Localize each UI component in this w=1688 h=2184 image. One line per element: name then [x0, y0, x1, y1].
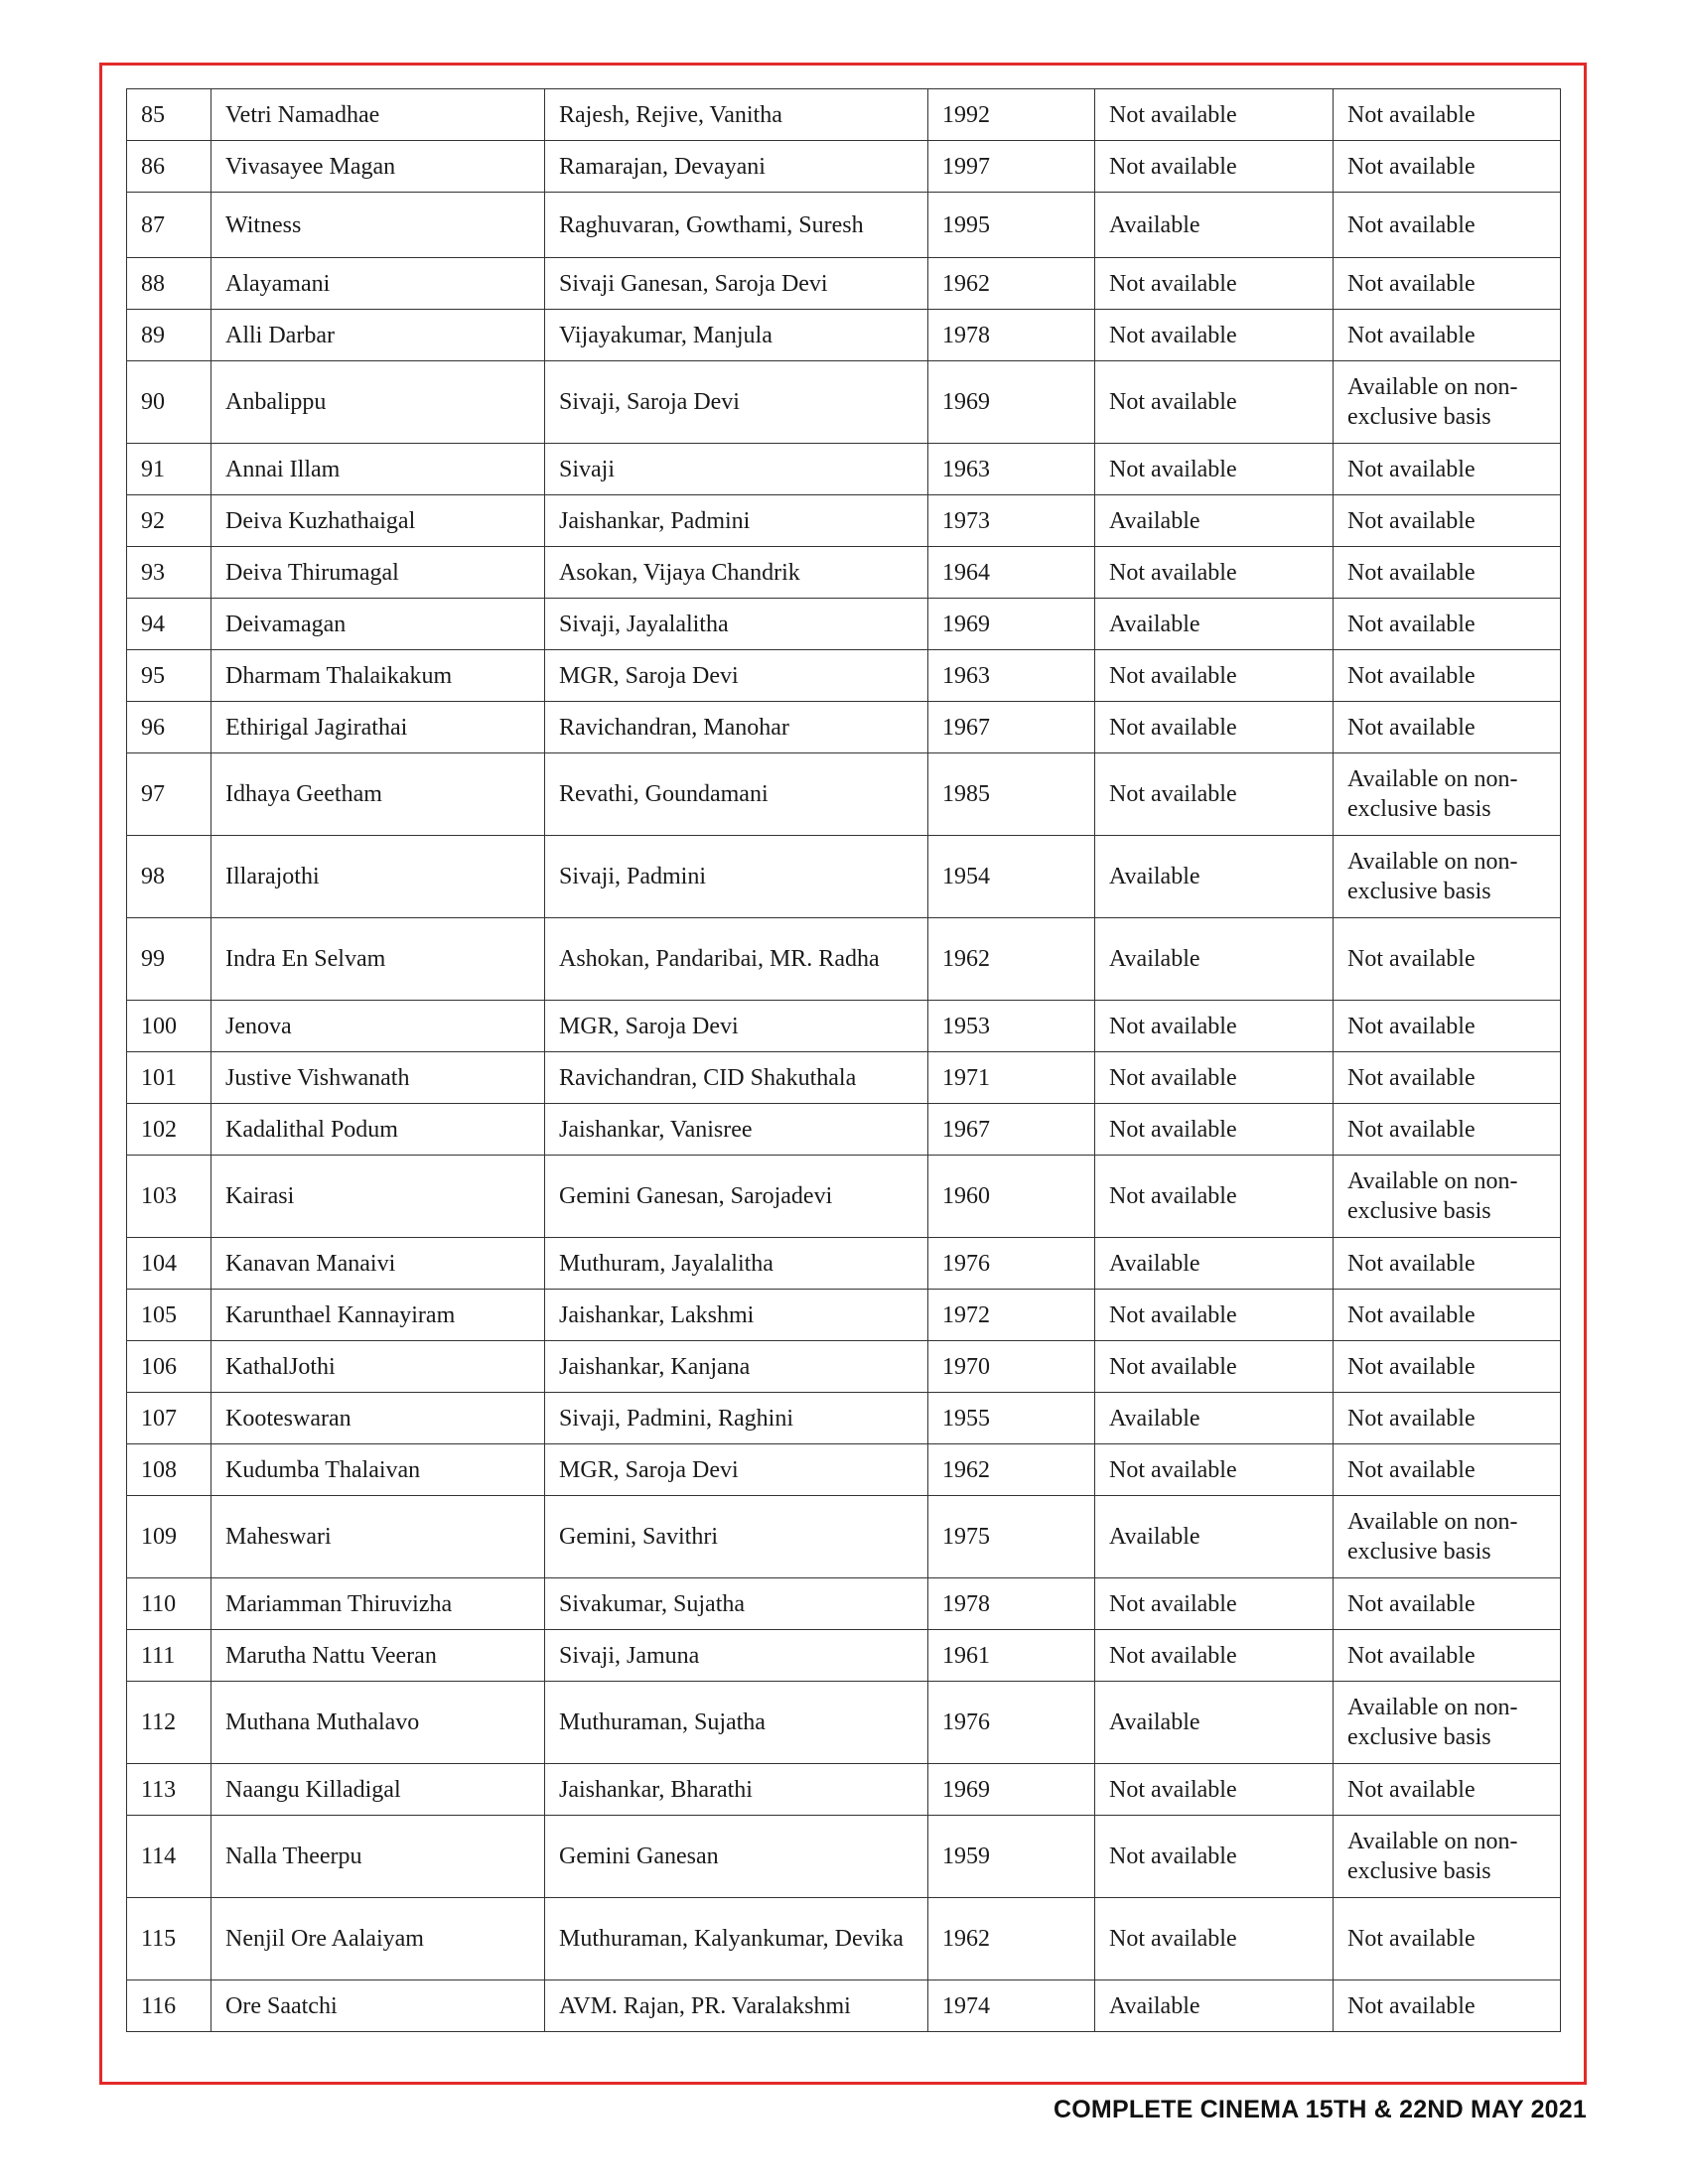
film-year: 1976 — [928, 1682, 1095, 1764]
table-row — [127, 89, 1561, 141]
availability-a: Available — [1095, 599, 1334, 650]
availability-b: Not available — [1334, 1393, 1561, 1444]
film-title: Kanavan Manaivi — [211, 1238, 545, 1290]
availability-b: Not available — [1334, 918, 1561, 1001]
availability-b: Not available — [1334, 89, 1561, 141]
availability-a: Not available — [1095, 1578, 1334, 1630]
film-number: 103 — [127, 1156, 211, 1238]
table-row — [127, 141, 1561, 193]
film-title: Kadalithal Podum — [211, 1104, 545, 1156]
table-row — [127, 1764, 1561, 1816]
film-number: 85 — [127, 89, 211, 141]
film-number: 112 — [127, 1682, 211, 1764]
film-cast: Sivaji, Padmini — [545, 836, 928, 918]
table-row — [127, 1980, 1561, 2032]
film-cast: Gemini, Savithri — [545, 1496, 928, 1578]
film-number: 106 — [127, 1341, 211, 1393]
film-number: 116 — [127, 1980, 211, 2032]
film-title: Annai Illam — [211, 444, 545, 495]
film-number: 110 — [127, 1578, 211, 1630]
film-title: Idhaya Geetham — [211, 753, 545, 836]
availability-a: Not available — [1095, 1290, 1334, 1341]
availability-a: Available — [1095, 1238, 1334, 1290]
film-cast: Jaishankar, Kanjana — [545, 1341, 928, 1393]
availability-a: Available — [1095, 495, 1334, 547]
page-footer: COMPLETE CINEMA 15TH & 22ND MAY 2021 — [1054, 2096, 1587, 2123]
film-rows — [127, 89, 1561, 2032]
film-cast: Sivaji — [545, 444, 928, 495]
availability-a: Not available — [1095, 89, 1334, 141]
film-title: Kairasi — [211, 1156, 545, 1238]
availability-b: Available on non-exclusive basis — [1334, 361, 1561, 444]
film-number: 90 — [127, 361, 211, 444]
film-cast: Ravichandran, CID Shakuthala — [545, 1052, 928, 1104]
availability-b: Available on non-exclusive basis — [1334, 836, 1561, 918]
table-row — [127, 650, 1561, 702]
film-cast: Ashokan, Pandaribai, MR. Radha — [545, 918, 928, 1001]
table-row — [127, 753, 1561, 836]
film-title: Vetri Namadhae — [211, 89, 545, 141]
availability-a: Not available — [1095, 1764, 1334, 1816]
availability-b: Not available — [1334, 1444, 1561, 1496]
film-title: Kooteswaran — [211, 1393, 545, 1444]
film-cast: Muthuram, Jayalalitha — [545, 1238, 928, 1290]
availability-a: Not available — [1095, 1444, 1334, 1496]
film-title: Deiva Kuzhathaigal — [211, 495, 545, 547]
table-row — [127, 702, 1561, 753]
film-year: 1953 — [928, 1001, 1095, 1052]
film-number: 107 — [127, 1393, 211, 1444]
film-title: Witness — [211, 193, 545, 258]
availability-a: Not available — [1095, 310, 1334, 361]
film-title: Justive Vishwanath — [211, 1052, 545, 1104]
film-year: 1992 — [928, 89, 1095, 141]
film-cast: Sivaji, Jamuna — [545, 1630, 928, 1682]
film-year: 1967 — [928, 702, 1095, 753]
availability-b: Not available — [1334, 1052, 1561, 1104]
availability-b: Not available — [1334, 495, 1561, 547]
availability-a: Available — [1095, 1496, 1334, 1578]
table-row — [127, 1496, 1561, 1578]
film-year: 1960 — [928, 1156, 1095, 1238]
film-cast: Sivaji Ganesan, Saroja Devi — [545, 258, 928, 310]
table-row — [127, 444, 1561, 495]
film-rights-table — [126, 88, 1561, 2032]
film-title: Nenjil Ore Aalaiyam — [211, 1898, 545, 1980]
film-number: 95 — [127, 650, 211, 702]
availability-b: Not available — [1334, 193, 1561, 258]
film-cast: Jaishankar, Lakshmi — [545, 1290, 928, 1341]
film-number: 91 — [127, 444, 211, 495]
availability-b: Not available — [1334, 702, 1561, 753]
availability-a: Not available — [1095, 444, 1334, 495]
film-cast: Sivaji, Jayalalitha — [545, 599, 928, 650]
film-number: 92 — [127, 495, 211, 547]
availability-a: Not available — [1095, 1341, 1334, 1393]
film-title: Deiva Thirumagal — [211, 547, 545, 599]
film-number: 113 — [127, 1764, 211, 1816]
film-year: 1959 — [928, 1816, 1095, 1898]
table-row — [127, 918, 1561, 1001]
film-year: 1967 — [928, 1104, 1095, 1156]
availability-a: Available — [1095, 1980, 1334, 2032]
table-row — [127, 310, 1561, 361]
availability-a: Not available — [1095, 1816, 1334, 1898]
film-number: 88 — [127, 258, 211, 310]
film-cast: MGR, Saroja Devi — [545, 1001, 928, 1052]
film-title: Jenova — [211, 1001, 545, 1052]
film-title: Anbalippu — [211, 361, 545, 444]
availability-b: Not available — [1334, 547, 1561, 599]
film-title: KathalJothi — [211, 1341, 545, 1393]
availability-b: Not available — [1334, 1290, 1561, 1341]
film-title: Kudumba Thalaivan — [211, 1444, 545, 1496]
table-row — [127, 1816, 1561, 1898]
table-row — [127, 361, 1561, 444]
availability-a: Available — [1095, 193, 1334, 258]
film-title: Muthana Muthalavo — [211, 1682, 545, 1764]
table-row — [127, 1001, 1561, 1052]
availability-b: Not available — [1334, 1341, 1561, 1393]
film-number: 104 — [127, 1238, 211, 1290]
film-number: 97 — [127, 753, 211, 836]
film-title: Vivasayee Magan — [211, 141, 545, 193]
table-row — [127, 1630, 1561, 1682]
film-year: 1969 — [928, 599, 1095, 650]
table-row — [127, 495, 1561, 547]
film-number: 89 — [127, 310, 211, 361]
availability-a: Available — [1095, 1682, 1334, 1764]
availability-b: Not available — [1334, 1104, 1561, 1156]
film-number: 94 — [127, 599, 211, 650]
table-row — [127, 1898, 1561, 1980]
film-number: 100 — [127, 1001, 211, 1052]
film-cast: MGR, Saroja Devi — [545, 1444, 928, 1496]
film-cast: Raghuvaran, Gowthami, Suresh — [545, 193, 928, 258]
availability-b: Not available — [1334, 310, 1561, 361]
film-year: 1995 — [928, 193, 1095, 258]
table-row — [127, 547, 1561, 599]
film-year: 1963 — [928, 650, 1095, 702]
availability-b: Not available — [1334, 258, 1561, 310]
availability-a: Available — [1095, 1393, 1334, 1444]
film-cast: Sivaji, Saroja Devi — [545, 361, 928, 444]
film-year: 1975 — [928, 1496, 1095, 1578]
film-year: 1974 — [928, 1980, 1095, 2032]
film-number: 115 — [127, 1898, 211, 1980]
table-row — [127, 1238, 1561, 1290]
film-title: Indra En Selvam — [211, 918, 545, 1001]
availability-a: Not available — [1095, 753, 1334, 836]
table-row — [127, 1052, 1561, 1104]
film-cast: Revathi, Goundamani — [545, 753, 928, 836]
availability-b: Not available — [1334, 444, 1561, 495]
availability-b: Available on non-exclusive basis — [1334, 1816, 1561, 1898]
availability-a: Not available — [1095, 1052, 1334, 1104]
film-number: 86 — [127, 141, 211, 193]
table-row — [127, 1578, 1561, 1630]
availability-b: Not available — [1334, 141, 1561, 193]
film-number: 101 — [127, 1052, 211, 1104]
availability-a: Available — [1095, 836, 1334, 918]
availability-a: Not available — [1095, 1630, 1334, 1682]
availability-a: Not available — [1095, 1156, 1334, 1238]
film-year: 1962 — [928, 1444, 1095, 1496]
film-number: 93 — [127, 547, 211, 599]
film-title: Mariamman Thiruvizha — [211, 1578, 545, 1630]
table-row — [127, 1682, 1561, 1764]
availability-b: Not available — [1334, 1980, 1561, 2032]
film-cast: Jaishankar, Bharathi — [545, 1764, 928, 1816]
table-row — [127, 836, 1561, 918]
film-number: 96 — [127, 702, 211, 753]
film-title: Karunthael Kannayiram — [211, 1290, 545, 1341]
film-cast: Vijayakumar, Manjula — [545, 310, 928, 361]
film-cast: Ramarajan, Devayani — [545, 141, 928, 193]
availability-b: Not available — [1334, 650, 1561, 702]
availability-b: Available on non-exclusive basis — [1334, 1156, 1561, 1238]
film-cast: MGR, Saroja Devi — [545, 650, 928, 702]
availability-b: Not available — [1334, 1630, 1561, 1682]
film-cast: Sivaji, Padmini, Raghini — [545, 1393, 928, 1444]
film-cast: Muthuraman, Kalyankumar, Devika — [545, 1898, 928, 1980]
film-year: 1973 — [928, 495, 1095, 547]
film-year: 1955 — [928, 1393, 1095, 1444]
film-number: 87 — [127, 193, 211, 258]
table-row — [127, 1341, 1561, 1393]
availability-b: Available on non-exclusive basis — [1334, 1496, 1561, 1578]
table-row — [127, 599, 1561, 650]
film-cast: Gemini Ganesan, Sarojadevi — [545, 1156, 928, 1238]
table-row — [127, 1393, 1561, 1444]
film-title: Maheswari — [211, 1496, 545, 1578]
film-cast: Jaishankar, Vanisree — [545, 1104, 928, 1156]
film-year: 1961 — [928, 1630, 1095, 1682]
film-cast: AVM. Rajan, PR. Varalakshmi — [545, 1980, 928, 2032]
availability-b: Not available — [1334, 1238, 1561, 1290]
film-year: 1969 — [928, 1764, 1095, 1816]
film-cast: Gemini Ganesan — [545, 1816, 928, 1898]
availability-a: Not available — [1095, 1001, 1334, 1052]
film-number: 108 — [127, 1444, 211, 1496]
film-year: 1962 — [928, 918, 1095, 1001]
availability-b: Available on non-exclusive basis — [1334, 753, 1561, 836]
table-row — [127, 1290, 1561, 1341]
film-year: 1969 — [928, 361, 1095, 444]
film-cast: Muthuraman, Sujatha — [545, 1682, 928, 1764]
film-number: 105 — [127, 1290, 211, 1341]
film-title: Ethirigal Jagirathai — [211, 702, 545, 753]
film-number: 111 — [127, 1630, 211, 1682]
film-cast: Jaishankar, Padmini — [545, 495, 928, 547]
availability-b: Not available — [1334, 1898, 1561, 1980]
table-row — [127, 1156, 1561, 1238]
availability-b: Not available — [1334, 1764, 1561, 1816]
availability-a: Not available — [1095, 547, 1334, 599]
table-row — [127, 258, 1561, 310]
film-year: 1962 — [928, 258, 1095, 310]
table-row — [127, 193, 1561, 258]
film-number: 102 — [127, 1104, 211, 1156]
table-row — [127, 1444, 1561, 1496]
availability-a: Not available — [1095, 650, 1334, 702]
film-year: 1962 — [928, 1898, 1095, 1980]
film-year: 1997 — [928, 141, 1095, 193]
availability-b: Available on non-exclusive basis — [1334, 1682, 1561, 1764]
availability-a: Available — [1095, 918, 1334, 1001]
table-row — [127, 1104, 1561, 1156]
film-cast: Rajesh, Rejive, Vanitha — [545, 89, 928, 141]
availability-a: Not available — [1095, 702, 1334, 753]
film-number: 114 — [127, 1816, 211, 1898]
film-year: 1972 — [928, 1290, 1095, 1341]
film-title: Illarajothi — [211, 836, 545, 918]
film-year: 1954 — [928, 836, 1095, 918]
film-cast: Sivakumar, Sujatha — [545, 1578, 928, 1630]
availability-b: Not available — [1334, 1001, 1561, 1052]
availability-a: Not available — [1095, 258, 1334, 310]
film-cast: Ravichandran, Manohar — [545, 702, 928, 753]
film-year: 1978 — [928, 1578, 1095, 1630]
film-title: Nalla Theerpu — [211, 1816, 545, 1898]
availability-a: Not available — [1095, 361, 1334, 444]
film-title: Dharmam Thalaikakum — [211, 650, 545, 702]
film-year: 1964 — [928, 547, 1095, 599]
film-year: 1985 — [928, 753, 1095, 836]
film-year: 1976 — [928, 1238, 1095, 1290]
film-year: 1978 — [928, 310, 1095, 361]
film-number: 109 — [127, 1496, 211, 1578]
availability-a: Not available — [1095, 1104, 1334, 1156]
film-year: 1970 — [928, 1341, 1095, 1393]
film-title: Deivamagan — [211, 599, 545, 650]
film-title: Marutha Nattu Veeran — [211, 1630, 545, 1682]
film-number: 98 — [127, 836, 211, 918]
film-cast: Asokan, Vijaya Chandrik — [545, 547, 928, 599]
film-title: Alli Darbar — [211, 310, 545, 361]
availability-b: Not available — [1334, 599, 1561, 650]
film-year: 1963 — [928, 444, 1095, 495]
availability-a: Not available — [1095, 1898, 1334, 1980]
film-title: Alayamani — [211, 258, 545, 310]
film-number: 99 — [127, 918, 211, 1001]
availability-b: Not available — [1334, 1578, 1561, 1630]
availability-a: Not available — [1095, 141, 1334, 193]
film-title: Naangu Killadigal — [211, 1764, 545, 1816]
film-year: 1971 — [928, 1052, 1095, 1104]
film-title: Ore Saatchi — [211, 1980, 545, 2032]
